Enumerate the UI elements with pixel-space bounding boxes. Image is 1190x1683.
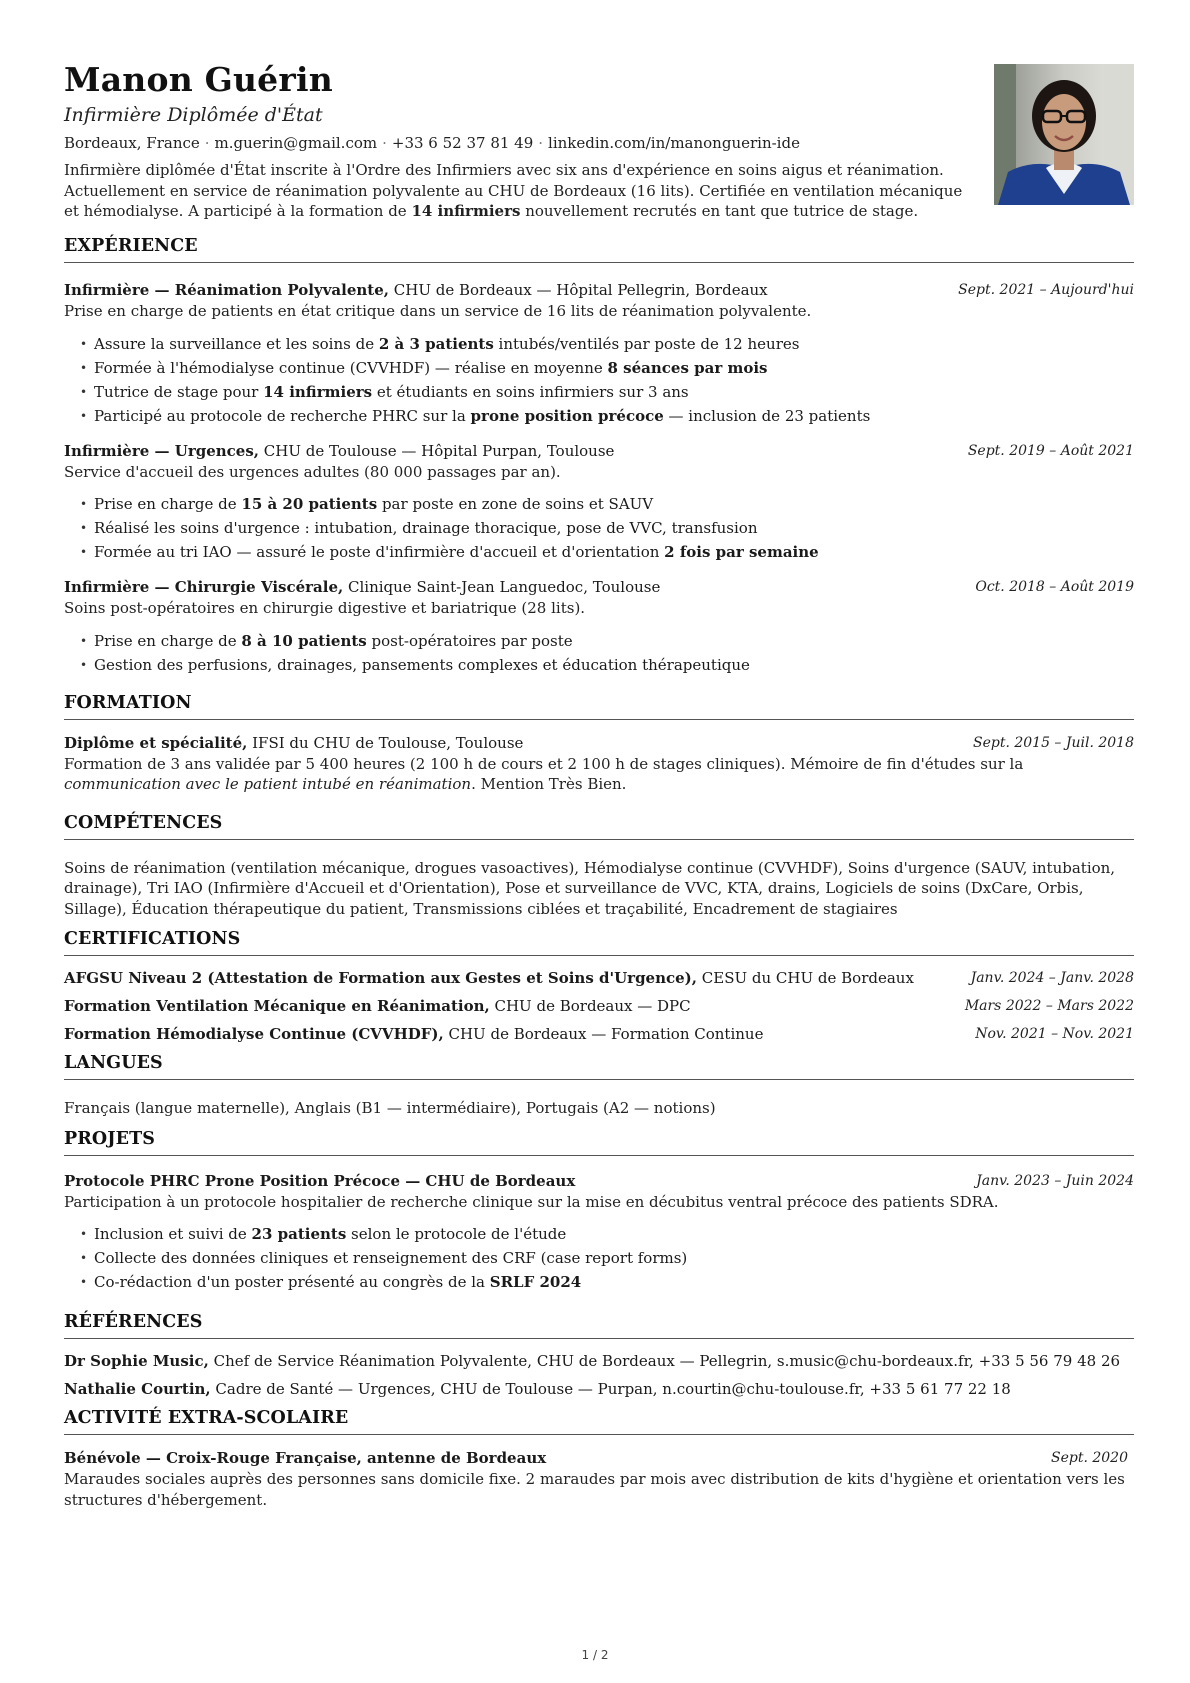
- bullet-text: Collecte des données cliniques et renseignement des CRF (case report forms): [94, 1249, 688, 1267]
- bullet-text: Prise en charge de: [94, 631, 242, 650]
- bullet-text: Co-rédaction d'un poster présenté au congrès de la: [94, 1273, 490, 1291]
- page-number: 1 / 2: [581, 1648, 609, 1662]
- bullet-text: Réalisé les soins d'urgence : intubation, drainage thoracique, pose de VVC, transfusion: [94, 519, 758, 537]
- section-competences: [64, 813, 1134, 920]
- bullet-text-end: et étudiants en soins infirmiers sur 3 ans: [372, 382, 689, 401]
- section-title-langues: LANGUES: [64, 1053, 1134, 1080]
- certification-org: CHU de Bordeaux — DPC: [489, 997, 691, 1015]
- entry-date: Sept. 2021 – Aujourd'hui: [958, 282, 1134, 298]
- experience-entry: [64, 440, 1134, 565]
- bullet-text-end: — inclusion de 23 patients: [663, 406, 871, 425]
- bullet-text: Prise en charge de: [94, 495, 242, 513]
- bullet-item: [94, 380, 1134, 404]
- bullet-highlight: 2 fois par semaine: [664, 543, 819, 561]
- entry-bullets: [64, 492, 1134, 564]
- bullet-highlight: 23 patients: [251, 1225, 347, 1243]
- bullet-item: [94, 356, 1134, 380]
- contact-separator: ·: [204, 134, 210, 152]
- summary-highlight: 14 infirmiers: [411, 202, 521, 220]
- description-text-end: . Mention Très Bien.: [471, 775, 627, 793]
- skills-text: Soins de réanimation (ventilation mécanique, drogues vasoactives), Hémodialyse continue (CVVHDF), Soins d'urgence (SAUV, intubation, drainage), Tri IAO (Infirmière d'Accueil et d'Orientation), Pose et surveillance de VVC, KTA, drains, Logiciels de soins (DxCare, Orbis, Sillage), Éducation thérapeutique du patient, Transmissions ciblées et traçabilité, Encadrement de stagiaires: [64, 858, 1116, 918]
- contact-email[interactable]: m.guerin@gmail.com: [214, 134, 378, 152]
- bullet-item: [94, 629, 1134, 653]
- project-entry: [64, 1170, 1134, 1295]
- bullet-text: Inclusion et suivi de: [94, 1225, 252, 1243]
- candidate-title: Infirmière Diplômée d'État: [64, 104, 323, 126]
- certification-name: AFGSU Niveau 2 (Attestation de Formation aux Gestes et Soins d'Urgence),: [64, 969, 698, 987]
- reference-details: Cadre de Santé — Urgences, CHU de Toulouse — Purpan, n.courtin@chu-toulouse.fr, +33 5 61 77 22 18: [210, 1380, 1011, 1398]
- entry-header: [64, 1447, 1134, 1469]
- bullet-item: [94, 492, 1134, 516]
- entry-header: [64, 1170, 1134, 1192]
- contact-linkedin[interactable]: linkedin.com/in/manonguerin-ide: [548, 134, 800, 152]
- section-title-projets: PROJETS: [64, 1129, 1134, 1156]
- entry-header: [64, 576, 1134, 598]
- contact-separator: ·: [538, 134, 544, 152]
- bullet-text-end: selon le protocole de l'étude: [346, 1225, 567, 1243]
- section-projets: [64, 1129, 1134, 1295]
- entry-role: Infirmière — Chirurgie Viscérale,: [64, 578, 344, 596]
- bullet-highlight: 14 infirmiers: [263, 382, 373, 401]
- section-certifications: [64, 929, 1134, 1045]
- entry-description: Participation à un protocole hospitalier de recherche clinique sur la mise en décubitus ventral précoce des patients SDRA.: [64, 1192, 999, 1211]
- certification-date: Nov. 2021 – Nov. 2021: [975, 1026, 1134, 1042]
- certification-name: Formation Hémodialyse Continue (CVVHDF),: [64, 1025, 444, 1043]
- reference-item: [64, 1351, 1134, 1372]
- profile-photo-illustration: [994, 64, 1134, 205]
- section-title-experience: EXPÉRIENCE: [64, 236, 1134, 263]
- bullet-highlight: 15 à 20 patients: [241, 495, 378, 513]
- section-title-references: RÉFÉRENCES: [64, 1312, 1134, 1339]
- bullet-text-end: post-opératoires par poste: [366, 631, 573, 650]
- entry-description: Soins post-opératoires en chirurgie digestive et bariatrique (28 lits).: [64, 599, 586, 617]
- entry-role: Diplôme et spécialité,: [64, 733, 248, 752]
- section-langues: [64, 1053, 1134, 1119]
- bullet-highlight: prone position précoce: [470, 406, 664, 425]
- profile-summary: [64, 160, 979, 222]
- entry-bullets: [64, 629, 1134, 677]
- project-title: Protocole PHRC Prone Position Précoce — CHU de Bordeaux: [64, 1171, 576, 1190]
- entry-description: Prise en charge de patients en état critique dans un service de 16 lits de réanimation polyvalente.: [64, 302, 812, 320]
- bullet-text: Formée à l'hémodialyse continue (CVVHDF) — réalise en moyenne: [94, 358, 608, 377]
- entry-org: IFSI du CHU de Toulouse, Toulouse: [247, 733, 524, 752]
- bullet-highlight: 2 à 3 patients: [378, 334, 494, 353]
- certification-item: [64, 968, 1134, 989]
- thesis-title: communication avec le patient intubé en réanimation: [64, 775, 472, 793]
- extra-title: Bénévole — Croix-Rouge Française, antenne de Bordeaux: [64, 1449, 547, 1467]
- bullet-text: Assure la surveillance et les soins de: [94, 334, 379, 353]
- bullet-highlight: 8 séances par mois: [607, 358, 768, 377]
- entry-description: Service d'accueil des urgences adultes (80 000 passages par an).: [64, 462, 561, 481]
- certification-item: [64, 996, 1134, 1017]
- entry-date: Oct. 2018 – Août 2019: [975, 579, 1134, 595]
- certification-date: Janv. 2024 – Janv. 2028: [970, 970, 1134, 986]
- summary-text-end: nouvellement recrutés en tant que tutrice de stage.: [520, 202, 919, 220]
- contact-phone: +33 6 52 37 81 49: [391, 134, 534, 152]
- description-text: Formation de 3 ans validée par 5 400 heures (2 100 h de cours et 2 100 h de stages cliniques). Mémoire de fin d'études sur la: [64, 754, 1024, 773]
- bullet-item: [94, 540, 1134, 564]
- bullet-text: Formée au tri IAO — assuré le poste d'infirmière d'accueil et d'orientation: [94, 543, 665, 561]
- bullet-item: [94, 1270, 1134, 1294]
- bullet-text: Participé au protocole de recherche PHRC sur la: [94, 406, 471, 425]
- bullet-text: Tutrice de stage pour: [94, 382, 264, 401]
- extra-entry: [64, 1447, 1134, 1510]
- bullet-highlight: SRLF 2024: [489, 1273, 582, 1291]
- entry-date: Janv. 2023 – Juin 2024: [976, 1172, 1134, 1189]
- entry-org: CHU de Bordeaux — Hôpital Pellegrin, Bordeaux: [389, 281, 768, 299]
- bullet-highlight: 8 à 10 patients: [241, 631, 367, 650]
- entry-bullets: [64, 332, 1134, 428]
- section-formation: [64, 693, 1134, 795]
- profile-photo: [994, 64, 1134, 205]
- contact-location: Bordeaux, France: [64, 134, 200, 152]
- bullet-text: Gestion des perfusions, drainages, pansements complexes et éducation thérapeutique: [94, 655, 750, 674]
- reference-name: Nathalie Courtin,: [64, 1380, 211, 1398]
- section-title-certifications: CERTIFICATIONS: [64, 929, 1134, 956]
- entry-role: Infirmière — Urgences,: [64, 441, 259, 460]
- summary-text: Infirmière diplômée d'État inscrite à l'Ordre des Infirmiers avec six ans d'expérience en soins aigus et réanimation. Actuellement en service de réanimation polyvalente au CHU de Bordeaux (16 lits). Certifiée en ventilation mécanique et hémodialyse. A participé à la formation de: [64, 161, 963, 220]
- entry-role: Infirmière — Réanimation Polyvalente,: [64, 281, 389, 299]
- bullet-text-end: par poste en zone de soins et SAUV: [377, 495, 654, 513]
- bullet-item: [94, 516, 1134, 540]
- section-title-extra: ACTIVITÉ EXTRA-SCOLAIRE: [64, 1408, 1134, 1435]
- resume-header: [64, 60, 1134, 230]
- entry-org: Clinique Saint-Jean Languedoc, Toulouse: [343, 578, 661, 596]
- entry-bullets: [64, 1222, 1134, 1294]
- section-extra: [64, 1408, 1134, 1510]
- experience-entry: [64, 279, 1134, 428]
- formation-entry: [64, 732, 1134, 795]
- section-title-formation: FORMATION: [64, 693, 1134, 720]
- bullet-item: [94, 1222, 1134, 1246]
- reference-name: Dr Sophie Music,: [64, 1352, 209, 1370]
- bullet-text-end: intubés/ventilés par poste de 12 heures: [493, 334, 800, 353]
- entry-date: Sept. 2019 – Août 2021: [967, 442, 1134, 459]
- resume-page: [64, 60, 1134, 1510]
- bullet-item: [94, 332, 1134, 356]
- bullet-item: [94, 1246, 1134, 1270]
- contact-line: [64, 132, 1134, 154]
- languages-text: Français (langue maternelle), Anglais (B1 — intermédiaire), Portugais (A2 — notions): [64, 1099, 716, 1117]
- certification-org: CESU du CHU de Bordeaux: [697, 969, 914, 987]
- certification-item: [64, 1024, 1134, 1045]
- candidate-name: Manon Guérin: [64, 60, 333, 99]
- reference-details: Chef de Service Réanimation Polyvalente, CHU de Bordeaux — Pellegrin, s.music@chu-bordeaux.fr, +33 5 56 79 48 26: [208, 1352, 1121, 1370]
- entry-description: Maraudes sociales auprès des personnes sans domicile fixe. 2 maraudes par mois avec distribution de kits d'hygiène et orientation vers les structures d'hébergement.: [64, 1470, 1125, 1509]
- section-references: [64, 1312, 1134, 1400]
- reference-item: [64, 1379, 1134, 1400]
- entry-description: [64, 754, 1134, 795]
- certification-org: CHU de Bordeaux — Formation Continue: [443, 1025, 764, 1043]
- section-title-competences: COMPÉTENCES: [64, 813, 1134, 840]
- certification-date: Mars 2022 – Mars 2022: [964, 998, 1134, 1014]
- experience-entry: [64, 576, 1134, 677]
- bullet-item: [94, 404, 1134, 428]
- entry-org: CHU de Toulouse — Hôpital Purpan, Toulouse: [259, 441, 615, 460]
- certification-name: Formation Ventilation Mécanique en Réanimation,: [64, 997, 490, 1015]
- section-experience: [64, 236, 1134, 677]
- entry-date: Sept. 2020: [1051, 1450, 1128, 1466]
- entry-date: Sept. 2015 – Juil. 2018: [972, 734, 1134, 751]
- bullet-item: [94, 653, 1134, 677]
- contact-separator: ·: [382, 134, 387, 152]
